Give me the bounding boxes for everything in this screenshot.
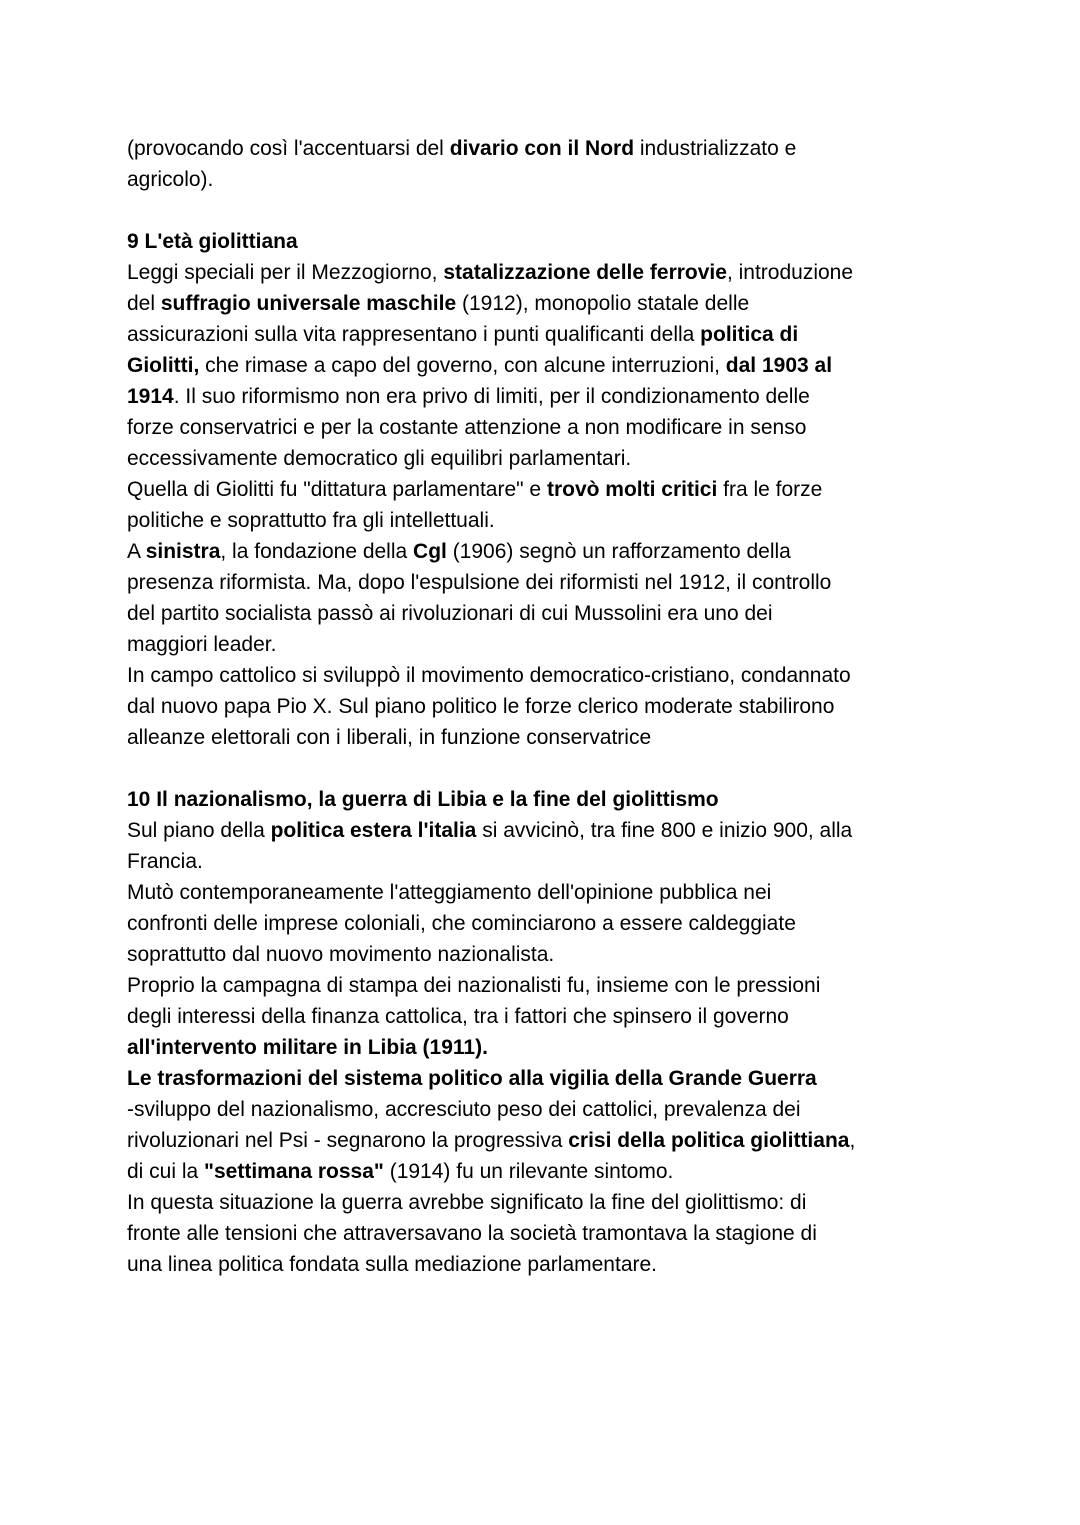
text-run: . Il suo riformismo non era privo di limiti, per il condizionamento delle: [173, 385, 810, 408]
text-line: [127, 908, 967, 939]
paragraph: [127, 133, 967, 195]
text-run: In campo cattolico si sviluppò il movimento democratico-cristiano, condannato: [127, 664, 851, 687]
bold-text-run: all'intervento militare in Libia (1911).: [127, 1036, 488, 1059]
text-run: assicurazioni sulla vita rappresentano i punti qualificanti della: [127, 323, 701, 346]
bold-text-run: 1914: [127, 385, 174, 408]
text-line: [127, 1156, 967, 1187]
text-line: [127, 722, 967, 753]
text-run: che rimase a capo del governo, con alcune interruzioni,: [199, 354, 726, 377]
text-line: [127, 133, 967, 164]
blank-line: [127, 195, 967, 226]
text-run: Proprio la campagna di stampa dei nazionalisti fu, insieme con le pressioni: [127, 974, 821, 997]
text-line: [127, 846, 967, 877]
paragraph: [127, 536, 967, 660]
text-line: [127, 567, 967, 598]
text-line: [127, 536, 967, 567]
text-line: [127, 1063, 967, 1094]
paragraph: [127, 660, 967, 753]
bold-text-run: "settimana rossa": [204, 1160, 384, 1183]
text-run: (1906) segnò un rafforzamento della: [446, 540, 791, 563]
bold-text-run: politica di: [700, 323, 799, 346]
bold-text-run: suffragio universale maschile: [160, 292, 457, 315]
text-line: [127, 629, 967, 660]
text-run: di cui la: [127, 1160, 205, 1183]
text-line: [127, 505, 967, 536]
text-line: [127, 784, 967, 815]
blank-line: [127, 753, 967, 784]
text-run: , la fondazione della: [220, 540, 414, 563]
text-line: [127, 226, 967, 257]
text-line: [127, 1001, 967, 1032]
text-line: [127, 319, 967, 350]
bold-text-run: Giolitti,: [127, 354, 200, 377]
paragraph: [127, 877, 967, 970]
text-run: Quella di Giolitti fu "dittatura parlamentare" e: [127, 478, 547, 501]
text-run: Francia.: [127, 850, 203, 873]
text-run: del partito socialista passò ai rivoluzionari di cui Mussolini era uno dei: [127, 602, 773, 625]
text-line: [127, 443, 967, 474]
text-line: [127, 815, 967, 846]
text-run: forze conservatrici e per la costante attenzione a non modificare in senso: [127, 416, 807, 439]
text-run: (provocando così l'accentuarsi del: [127, 137, 450, 160]
text-run: A: [127, 540, 146, 563]
text-run: rivoluzionari nel Psi - segnarono la progressiva: [127, 1129, 569, 1152]
text-line: [127, 1187, 967, 1218]
paragraph: [127, 1063, 967, 1187]
text-run: (1914) fu un rilevante sintomo.: [383, 1160, 674, 1183]
text-run: presenza riformista. Ma, dopo l'espulsione dei riformisti nel 1912, il controllo: [127, 571, 832, 594]
text-line: [127, 412, 967, 443]
text-line: [127, 1218, 967, 1249]
text-line: [127, 1249, 967, 1280]
bold-text-run: 10 Il nazionalismo, la guerra di Libia e la fine del giolittismo: [127, 788, 719, 811]
text-line: [127, 1032, 967, 1063]
text-line: [127, 1125, 967, 1156]
text-run: degli interessi della finanza cattolica, tra i fattori che spinsero il governo: [127, 1005, 789, 1028]
text-line: [127, 598, 967, 629]
text-run: ,: [849, 1129, 856, 1152]
text-run: dal nuovo papa Pio X. Sul piano politico le forze clerico moderate stabilirono: [127, 695, 835, 718]
bold-text-run: sinistra: [145, 540, 221, 563]
text-line: [127, 660, 967, 691]
section-heading: [127, 784, 967, 815]
text-line: [127, 939, 967, 970]
bold-text-run: politica estera l'italia: [270, 819, 477, 842]
text-run: alleanze elettorali con i liberali, in funzione conservatrice: [127, 726, 652, 749]
text-run: soprattutto dal nuovo movimento nazionalista.: [127, 943, 555, 966]
text-run: del: [127, 292, 161, 315]
text-run: confronti delle imprese coloniali, che cominciarono a essere caldeggiate: [127, 912, 796, 935]
section-heading: [127, 226, 967, 257]
text-line: [127, 288, 967, 319]
text-run: fra le forze: [717, 478, 823, 501]
text-line: [127, 474, 967, 505]
text-line: [127, 877, 967, 908]
paragraph: [127, 1187, 967, 1280]
text-run: maggiori leader.: [127, 633, 277, 656]
text-run: Sul piano della: [127, 819, 271, 842]
bold-text-run: 9 L'età giolittiana: [127, 230, 298, 253]
bold-text-run: crisi della politica giolittiana: [568, 1129, 850, 1152]
text-run: In questa situazione la guerra avrebbe significato la fine del giolittismo: di: [127, 1191, 807, 1214]
document-content: [127, 133, 967, 1280]
text-line: [127, 691, 967, 722]
text-run: (1912), monopolio statale delle: [456, 292, 750, 315]
bold-text-run: Cgl: [413, 540, 447, 563]
text-run: politiche e soprattutto fra gli intellettuali.: [127, 509, 495, 532]
text-run: -sviluppo del nazionalismo, accresciuto peso dei cattolici, prevalenza dei: [127, 1098, 801, 1121]
bold-text-run: divario con il Nord: [449, 137, 635, 160]
text-run: fronte alle tensioni che attraversavano la società tramontava la stagione di: [127, 1222, 817, 1245]
text-line: [127, 970, 967, 1001]
text-run: , introduzione: [726, 261, 854, 284]
text-run: Leggi speciali per il Mezzogiorno,: [127, 261, 444, 284]
text-line: [127, 350, 967, 381]
text-run: una linea politica fondata sulla mediazione parlamentare.: [127, 1253, 658, 1276]
bold-text-run: trovò molti critici: [546, 478, 718, 501]
text-run: agricolo).: [127, 168, 214, 191]
text-run: industrializzato e: [634, 137, 797, 160]
text-line: [127, 164, 967, 195]
paragraph: [127, 970, 967, 1063]
text-line: [127, 381, 967, 412]
text-run: si avvicinò, tra fine 800 e inizio 900, alla: [476, 819, 853, 842]
text-run: Mutò contemporaneamente l'atteggiamento dell'opinione pubblica nei: [127, 881, 772, 904]
text-run: eccessivamente democratico gli equilibri parlamentari.: [127, 447, 632, 470]
paragraph: [127, 257, 967, 474]
bold-text-run: dal 1903 al: [725, 354, 833, 377]
paragraph: [127, 474, 967, 536]
text-line: [127, 257, 967, 288]
text-line: [127, 1094, 967, 1125]
bold-text-run: statalizzazione delle ferrovie: [443, 261, 727, 284]
paragraph: [127, 815, 967, 877]
bold-text-run: Le trasformazioni del sistema politico alla vigilia della Grande Guerra: [127, 1067, 817, 1090]
